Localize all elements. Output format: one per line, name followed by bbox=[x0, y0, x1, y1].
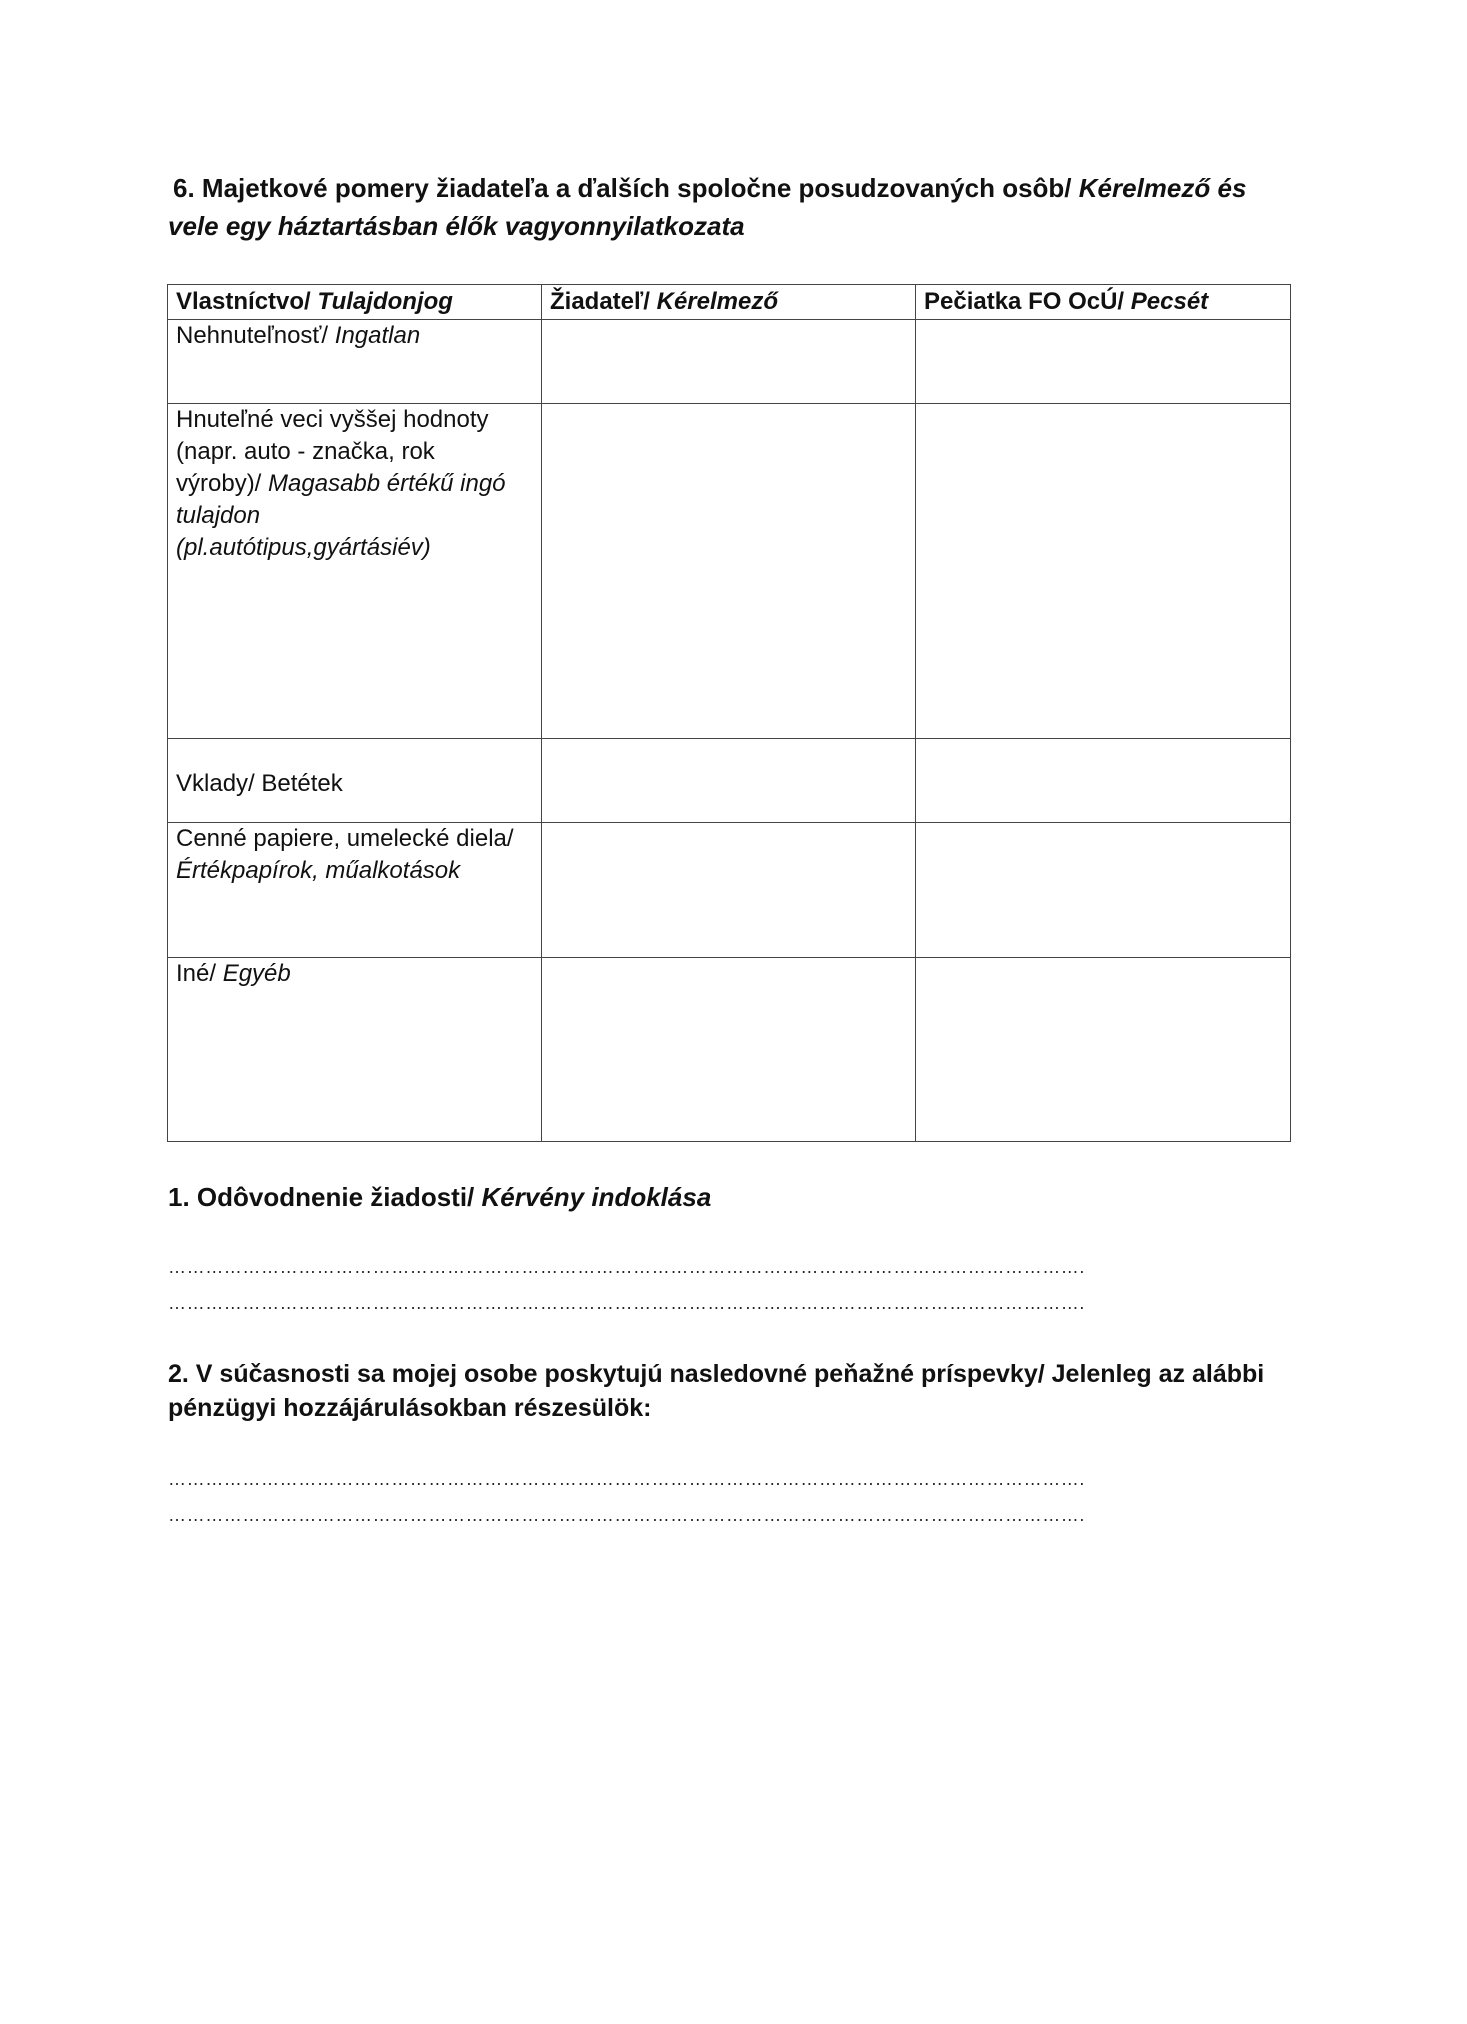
cell-applicant-real-estate[interactable] bbox=[542, 320, 916, 404]
contributions-line-2[interactable]: …………………………………………………………………………………………………………………………………. bbox=[168, 1505, 1086, 1525]
row-label-real-estate: Nehnuteľnosť/ Ingatlan bbox=[168, 320, 542, 404]
table-row-other bbox=[168, 958, 1291, 1142]
section-6-heading bbox=[168, 169, 1298, 245]
cell-applicant-movable-assets[interactable] bbox=[542, 404, 916, 739]
header-applicant bbox=[542, 285, 916, 320]
section-6-title-hu-a: Kérelmező és bbox=[1078, 173, 1247, 203]
cell-applicant-other[interactable] bbox=[542, 958, 916, 1142]
section-2-heading bbox=[168, 1357, 1298, 1425]
section-6-title-hu-b: vele egy háztartásban élők vagyonnyilatkozata bbox=[168, 211, 745, 241]
table-row-deposits bbox=[168, 739, 1291, 823]
header-applicant-hu: Kérelmező bbox=[656, 288, 778, 315]
row-label-other: Iné/ Egyéb bbox=[168, 958, 542, 1142]
table-row-real-estate bbox=[168, 320, 1291, 404]
header-stamp-sk: Pečiatka FO OcÚ/ bbox=[924, 288, 1125, 315]
row-label-deposits: Vklady/ Betétek bbox=[168, 739, 542, 823]
table-row-movable-assets bbox=[168, 404, 1291, 739]
header-stamp-hu: Pecsét bbox=[1130, 288, 1209, 315]
row-label-securities: Cenné papiere, umelecké diela/ Értékpapírok, műalkotások bbox=[168, 823, 542, 958]
cell-applicant-securities[interactable] bbox=[542, 823, 916, 958]
section-1-title-sk: 1. Odôvodnenie žiadosti/ bbox=[168, 1182, 475, 1212]
cell-applicant-deposits[interactable] bbox=[542, 739, 916, 823]
cell-stamp-securities[interactable] bbox=[916, 823, 1291, 958]
cell-stamp-real-estate[interactable] bbox=[916, 320, 1291, 404]
contributions-line-1[interactable]: …………………………………………………………………………………………………………………………………. bbox=[168, 1469, 1086, 1489]
justification-line-1[interactable]: …………………………………………………………………………………………………………………………………. bbox=[168, 1257, 1086, 1277]
justification-line-2[interactable]: …………………………………………………………………………………………………………………………………. bbox=[168, 1293, 1086, 1313]
cell-stamp-movable-assets[interactable] bbox=[916, 404, 1291, 739]
table-row-securities bbox=[168, 823, 1291, 958]
section-1-title-hu: Kérvény indoklása bbox=[481, 1182, 712, 1212]
header-ownership-hu: Tulajdonjog bbox=[317, 288, 453, 315]
cell-stamp-other[interactable] bbox=[916, 958, 1291, 1142]
cell-stamp-deposits[interactable] bbox=[916, 739, 1291, 823]
header-stamp bbox=[916, 285, 1291, 320]
section-1-heading bbox=[168, 1178, 1298, 1216]
table-header-row bbox=[168, 285, 1291, 320]
section-2-title-line1: 2. V súčasnosti sa mojej osobe poskytujú nasledovné peňažné príspevky/ Jelenleg az alábbi bbox=[168, 1360, 1265, 1388]
header-ownership bbox=[168, 285, 542, 320]
section-2-title-line2: pénzügyi hozzájárulásokban részesülök: bbox=[168, 1394, 652, 1422]
header-ownership-sk: Vlastníctvo/ bbox=[176, 288, 311, 315]
section-6-title-sk: 6. Majetkové pomery žiadateľa a ďalších spoločne posudzovaných osôb/ bbox=[173, 173, 1072, 203]
assets-table bbox=[167, 284, 1291, 1142]
row-label-movable-assets: Hnuteľné veci vyššej hodnoty (napr. auto - značka, rok výroby)/ Magasabb értékű ingó tulajdon (pl.autótipus,gyártásiév) bbox=[168, 404, 542, 739]
header-applicant-sk: Žiadateľ/ bbox=[550, 288, 650, 315]
